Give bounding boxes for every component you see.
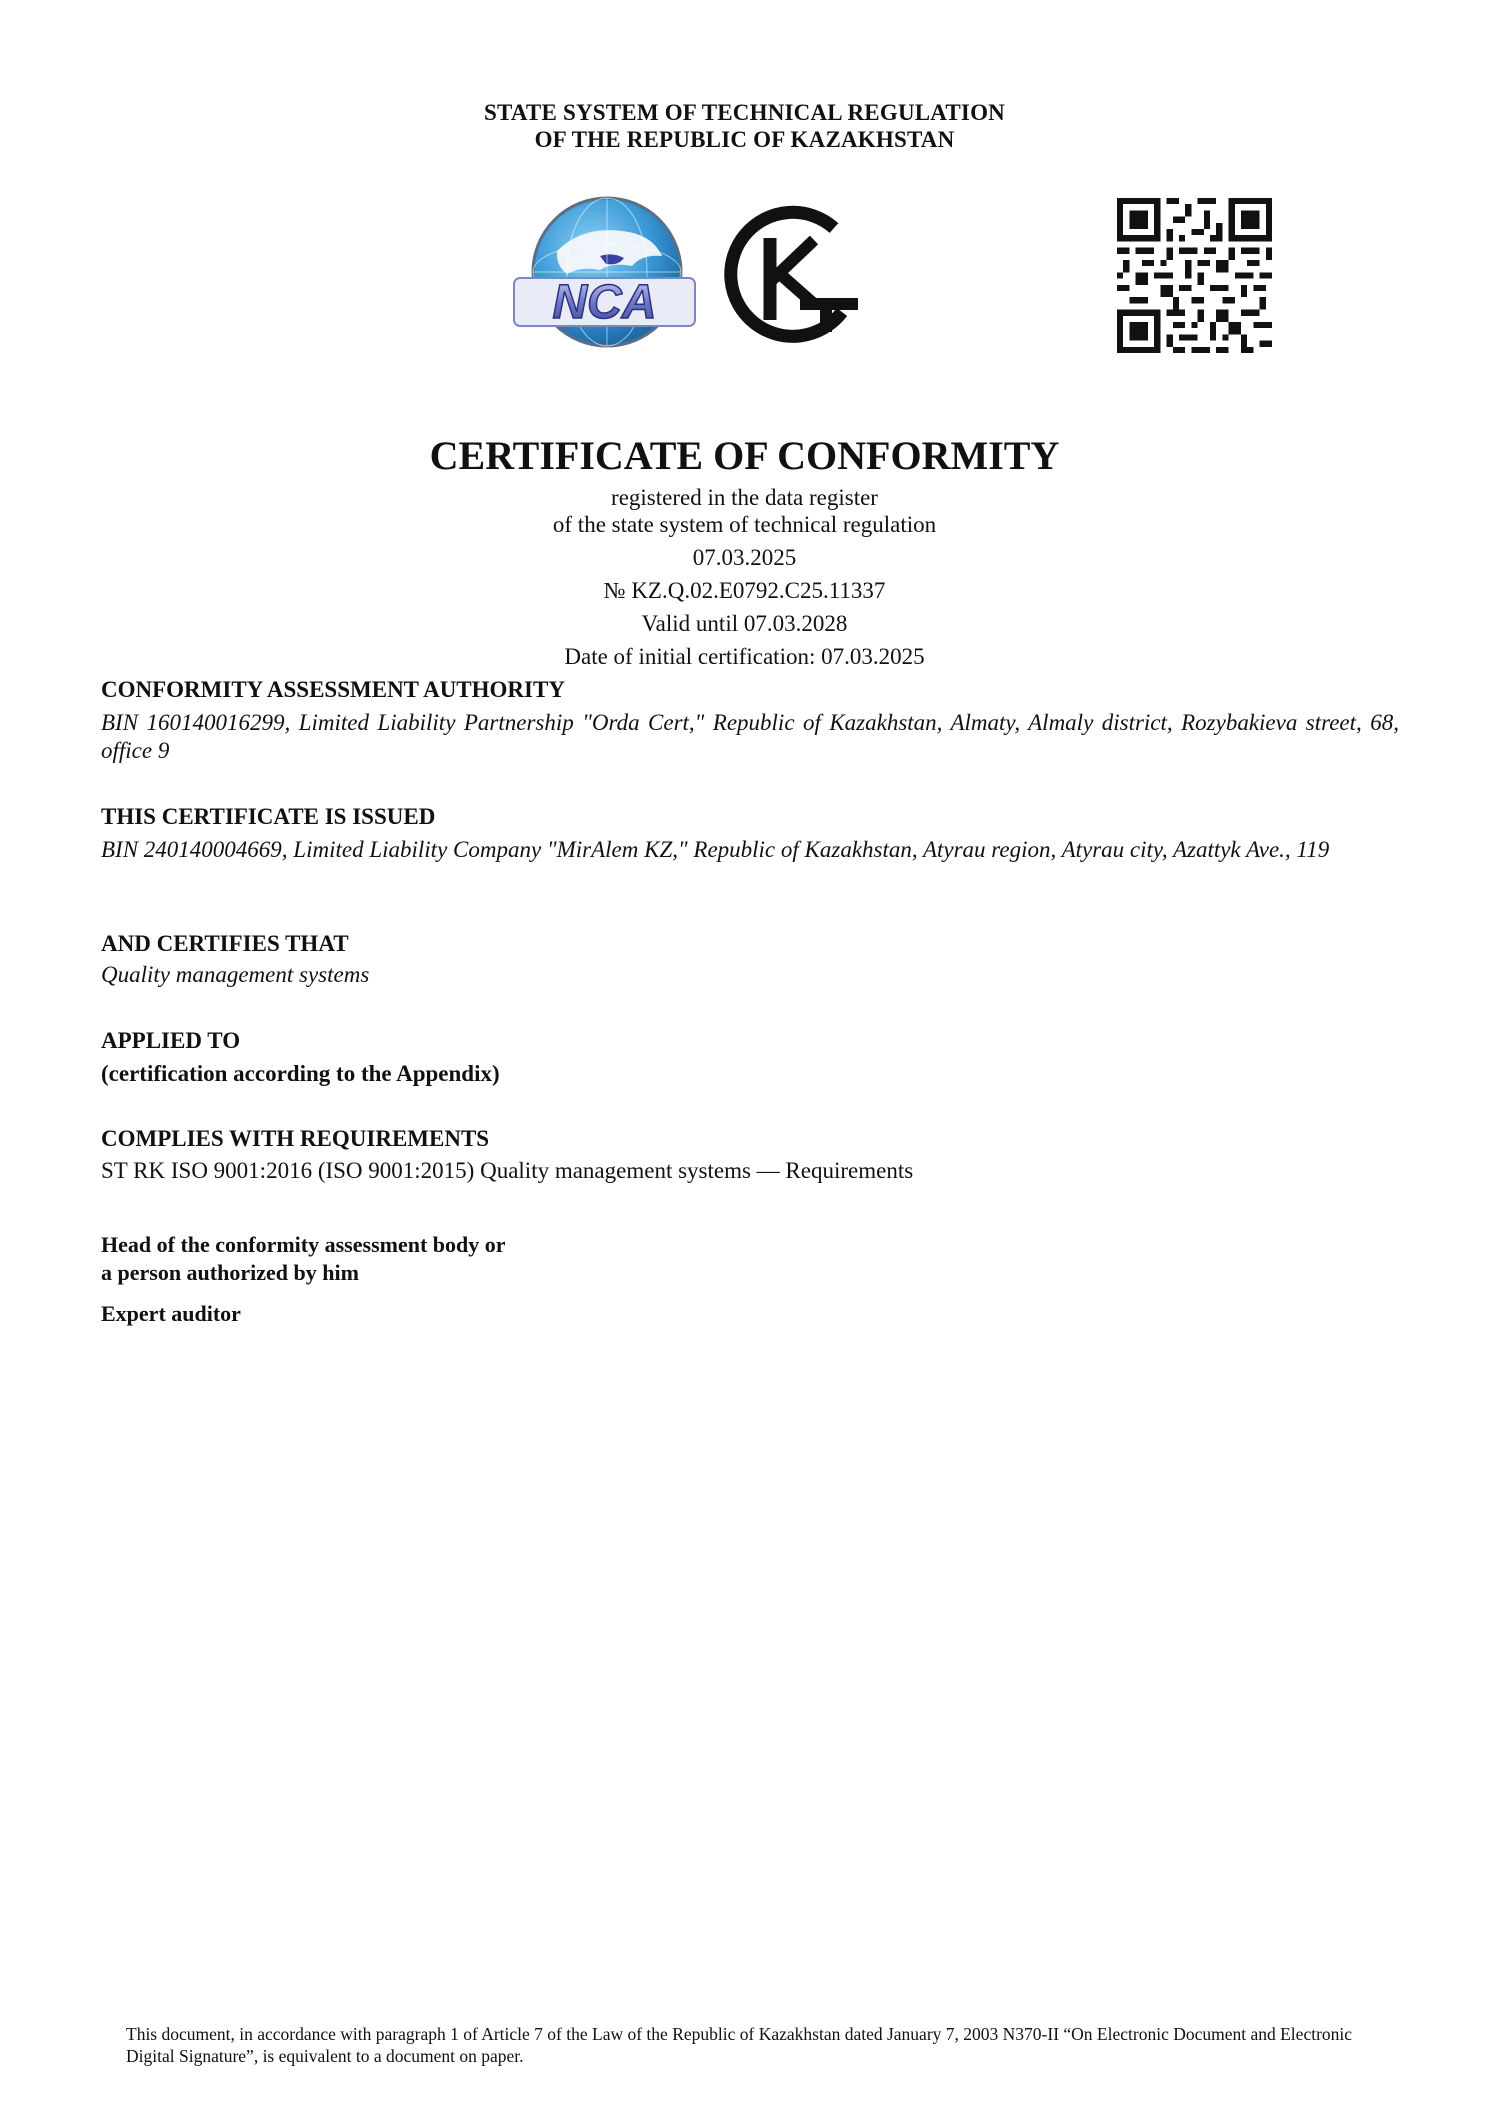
nca-globe-logo [512,196,697,354]
section-heading: APPLIED TO [101,1028,241,1053]
header-line-1: STATE SYSTEM OF TECHNICAL REGULATION [484,100,1005,125]
section-heading: COMPLIES WITH REQUIREMENTS [101,1126,490,1151]
section-complies [101,1125,1399,1185]
expert-auditor-label: Expert auditor [101,1301,241,1326]
certificate-number: № KZ.Q.02.E0792.C25.11337 [603,578,886,603]
section-body: ST RK ISO 9001:2016 (ISO 9001:2015) Quality management systems — Requirements [101,1158,914,1183]
kt-conformity-mark-icon [722,200,862,350]
section-heading: CONFORMITY ASSESSMENT AUTHORITY [101,677,565,702]
section-body: (certification according to the Appendix) [101,1061,500,1086]
registration-date: 07.03.2025 [692,545,797,570]
section-body: BIN 240140004669, Limited Liability Company "MirAlem KZ," Republic of Kazakhstan, Atyrau region, Atyrau city, Azattyk Ave., 119 [101,837,1330,862]
section-certifies [101,930,1399,989]
section-authority [101,676,1399,765]
legal-footer: This document, in accordance with paragraph 1 of Article 7 of the Law of the Republic of Kazakhstan dated January 7, 2003 N370-II “On Electronic Document and Electronic Digital Signature”, is equivalent to a document on paper. [126,2024,1353,2066]
initial-certification-date: Date of initial certification: 07.03.2025 [564,644,925,669]
certificate-title: CERTIFICATE OF CONFORMITY [429,433,1060,478]
nca-logo-text: NCA [552,276,657,329]
qr-code-icon [1117,198,1272,353]
section-body: BIN 160140016299, Limited Liability Partnership "Orda Cert," Republic of Kazakhstan, Almaty, Almaly district, Rozybakieva street, 68, office 9 [101,710,1399,763]
head-signature-line-1: Head of the conformity assessment body or [101,1232,506,1257]
registered-line-2: of the state system of technical regulation [552,512,937,537]
section-applied [101,1027,1399,1088]
header-line-2: OF THE REPUBLIC OF KAZAKHSTAN [534,127,955,152]
section-body: Quality management systems [101,962,370,987]
valid-until: Valid until 07.03.2028 [641,611,848,636]
head-signature-line-2: a person authorized by him [101,1260,359,1285]
section-issued [101,803,1399,864]
signature-block [101,1231,1399,1328]
section-heading: THIS CERTIFICATE IS ISSUED [101,804,436,829]
registered-line-1: registered in the data register [611,485,878,510]
section-heading: AND CERTIFIES THAT [101,931,349,956]
